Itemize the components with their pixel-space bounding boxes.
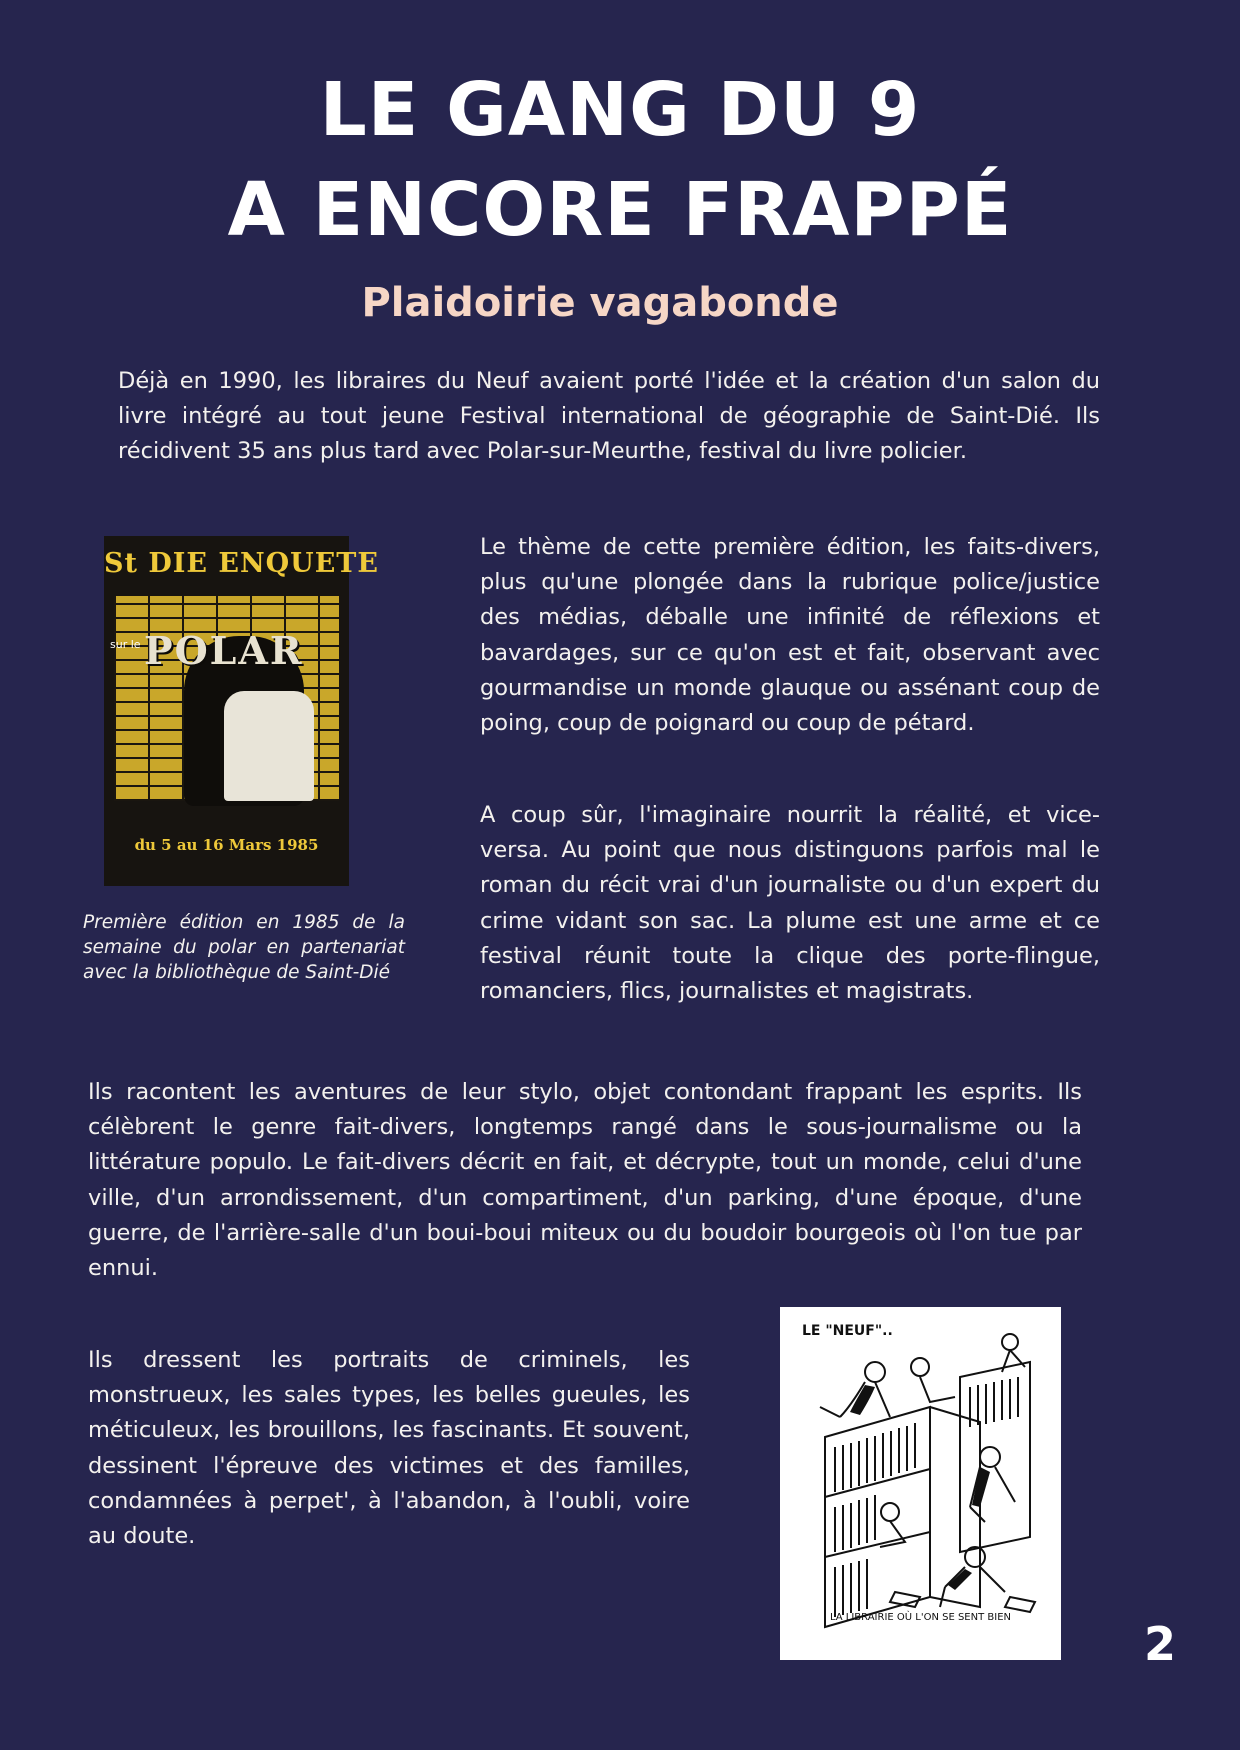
coup-sur-paragraph: A coup sûr, l'imaginaire nourrit la réalité, et vice-versa. Au point que nous distinguons parfois mal le roman du récit vrai d'un journaliste ou d'un expert du crime vidant son sac. La plume est une arme et ce festival réunit toute la clique des porte-flingue, romanciers, flics, journalistes et magistrats. [480, 802, 1100, 1005]
poster-dates: du 5 au 16 Mars 1985 [134, 836, 319, 854]
dressent-paragraph: Ils dressent les portraits de criminels, les monstrueux, les sales types, les belles gueules, les méticuleux, les brouillons, les fascinants. Et souvent, dessinent l'épreuve des victimes et des familles, condamnées à perpet', à l'abandon, à l'oubli, voire au doute. [88, 1347, 690, 1550]
poster-polar-word: POLAR [144, 628, 304, 673]
racontent-paragraph: Ils racontent les aventures de leur stylo, objet contondant frappant les esprits. Ils célèbrent le genre fait-divers, longtemps rangé dans le sous-journalisme ou la littérature populo. Le fait-divers décrit en fait, et décrypte, tout un monde, celui d'une ville, d'un arrondissement, d'un compartiment, d'un parking, d'une époque, d'une guerre, de l'arrière-salle d'un boui-boui miteux ou du boudoir bourgeois où l'on tue par ennui. [88, 1079, 1082, 1282]
title-line-1: LE GANG DU 9 [319, 67, 921, 153]
poster-headline: St DIE ENQUETE [104, 548, 379, 579]
intro-paragraph: Déjà en 1990, les libraires du Neuf avaient porté l'idée et la création d'un salon du livre intégré au tout jeune Festival international de géographie de Saint-Dié. Ils récidivent 35 ans plus tard avec Polar-sur-Meurthe, festival du livre policier. [118, 368, 1100, 465]
theme-paragraph: Le thème de cette première édition, les faits-divers, plus qu'une plongée dans la rubrique police/justice des médias, déballe une infinité de réflexions et bavardages, sur ce qu'on est et fait, observant avec gourmandise un monde glauque ou assénant coup de poing, coup de poignard ou coup de pétard. [480, 534, 1100, 737]
poster-caption: Première édition en 1985 de la semaine du polar en partenariat avec la bibliothèque de Saint-Dié [83, 912, 405, 983]
poster-sur-le: sur le [110, 638, 141, 651]
page-subtitle: Plaidoirie vagabonde [361, 280, 839, 326]
festival-poster-image [104, 536, 379, 886]
bookshop-cartoon-image [780, 1307, 1061, 1660]
cartoon-drawing [780, 1307, 1061, 1660]
page-number: 2 [1143, 1617, 1176, 1671]
page-title [0, 60, 1240, 260]
poster-detective-coat [224, 691, 314, 801]
cartoon-caption: LA LIBRAIRIE OÙ L'ON SE SENT BIEN [829, 1612, 1012, 1623]
cartoon-title: LE "NEUF".. [802, 1323, 893, 1339]
title-line-2: A ENCORE FRAPPÉ [227, 167, 1013, 253]
